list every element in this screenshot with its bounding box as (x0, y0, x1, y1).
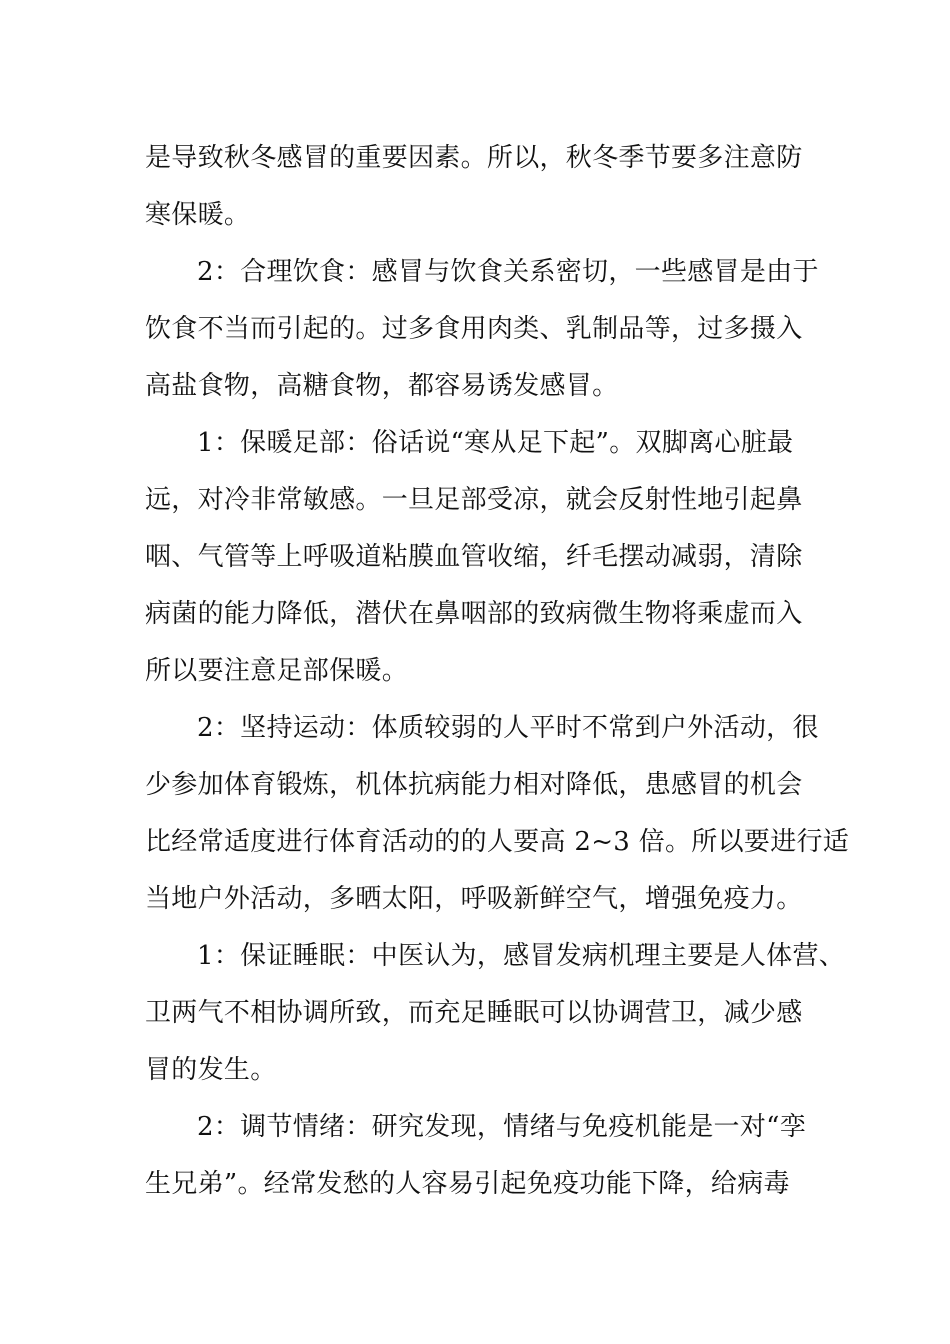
text-line: 寒保暖。 (145, 200, 251, 230)
text-line: 冒的发生。 (145, 1055, 277, 1085)
text-line: 是导致秋冬感冒的重要因素。所以，秋冬季节要多注意防 (145, 143, 803, 173)
paragraph-start-line: 1：保暖足部：俗话说“寒从足下起”。双脚离心脏最 (197, 428, 794, 458)
text-line: 卫两气不相协调所致，而充足睡眠可以协调营卫，减少感 (145, 998, 803, 1028)
text-line: 远，对冷非常敏感。一旦足部受凉，就会反射性地引起鼻 (145, 485, 803, 515)
paragraph-start-line: 2：调节情绪：研究发现，情绪与免疫机能是一对“孪 (197, 1112, 807, 1142)
text-line: 比经常适度进行体育活动的的人要高 2~3 倍。所以要进行适 (145, 827, 850, 857)
text-line: 病菌的能力降低，潜伏在鼻咽部的致病微生物将乘虚而入 (145, 599, 803, 629)
text-line: 所以要注意足部保暖。 (145, 656, 409, 686)
text-line: 当地户外活动，多晒太阳，呼吸新鲜空气，增强免疫力。 (145, 884, 803, 914)
text-line: 咽、气管等上呼吸道粘膜血管收缩，纤毛摆动减弱，清除 (145, 542, 803, 572)
text-line: 高盐食物，高糖食物，都容易诱发感冒。 (145, 371, 619, 401)
text-line: 饮食不当而引起的。过多食用肉类、乳制品等，过多摄入 (145, 314, 803, 344)
text-line: 少参加体育锻炼，机体抗病能力相对降低，患感冒的机会 (145, 770, 803, 800)
paragraph-start-line: 1：保证睡眠：中医认为，感冒发病机理主要是人体营、 (197, 941, 846, 971)
paragraph-start-line: 2：合理饮食：感冒与饮食关系密切，一些感冒是由于 (197, 257, 819, 287)
text-line: 生兄弟”。经常发愁的人容易引起免疫功能下降，给病毒 (145, 1169, 790, 1199)
document-body (145, 130, 850, 1213)
paragraph-start-line: 2：坚持运动：体质较弱的人平时不常到户外活动，很 (197, 713, 819, 743)
